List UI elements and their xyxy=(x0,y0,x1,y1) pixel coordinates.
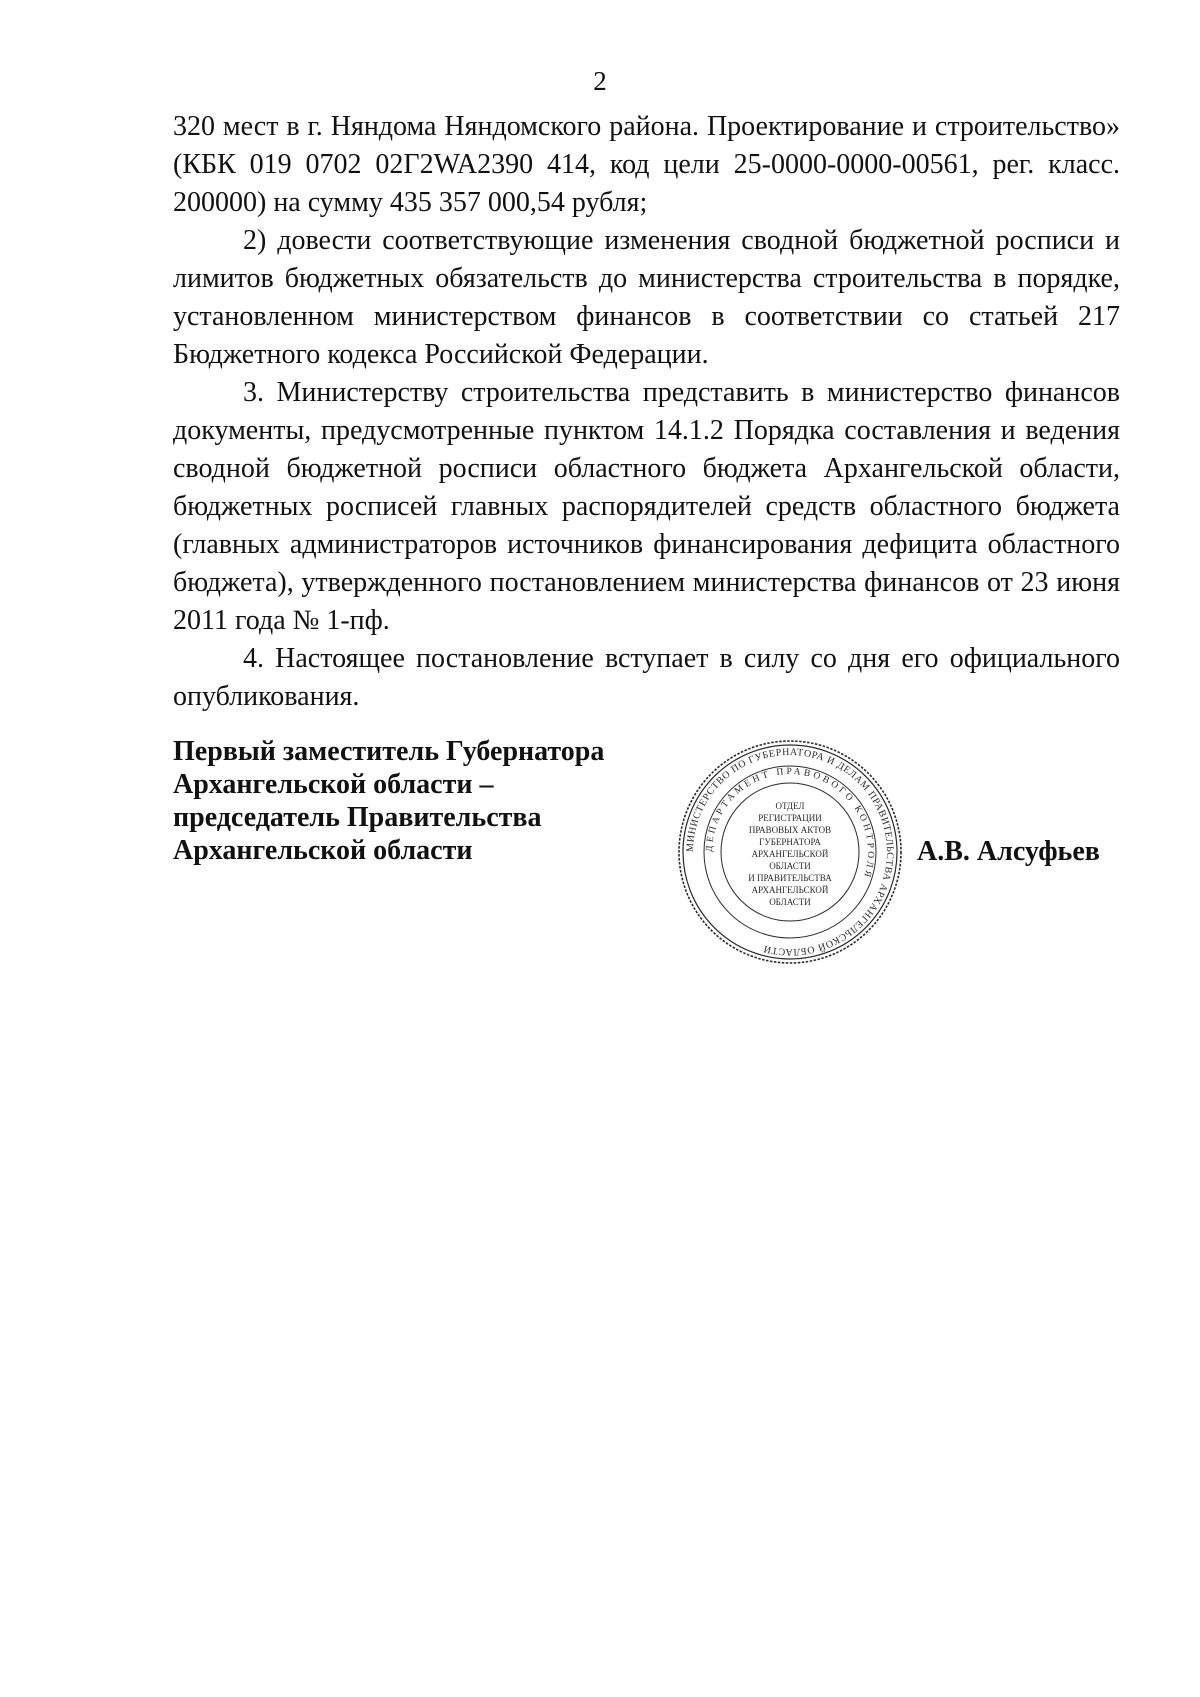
signatory-position-line: Архангельской области – xyxy=(173,769,494,800)
signatory-position-line: Архангельской области xyxy=(173,835,473,866)
paragraph-item-3: 3. Министерству строительства представить в министерство финансов документы, предусмотренные пунктом 14.1.2 Порядка составления и ведения сводной бюджетной росписи областного бюджета Архангельской области, бюджетных росписей главных распорядителей средств областного бюджета (главных администраторов источников финансирования дефицита областного бюджета), утвержденного постановлением министерства финансов от 23 июня 2011 года № 1-пф. xyxy=(173,377,1120,636)
stamp-center-line: ОБЛАСТИ xyxy=(769,897,811,907)
stamp-center-line: ОБЛАСТИ xyxy=(769,861,811,871)
paragraph-item-2: 2) довести соответствующие изменения сводной бюджетной росписи и лимитов бюджетных обязательств до министерства строительства в порядке, установленном министерством финансов в соответствии со статьей 217 Бюджетного кодекса Российской Федерации. xyxy=(173,225,1120,370)
stamp-center-line: РЕГИСТРАЦИИ xyxy=(758,813,822,823)
stamp-center-line: И ПРАВИТЕЛЬСТВА xyxy=(748,873,832,883)
official-stamp xyxy=(675,737,905,967)
stamp-outer-text: МИНИСТЕРСТВО ПО ГУБЕРНАТОРА И ДЕЛАМ ПРАВИТЕЛЬСТВА АРХАНГЕЛЬСКОЙ ОБЛАСТИ xyxy=(684,746,896,958)
stamp-center-line: АРХАНГЕЛЬСКОЙ xyxy=(751,849,829,859)
stamp-center-line: АРХАНГЕЛЬСКОЙ xyxy=(751,885,829,895)
signatory-position xyxy=(173,735,653,867)
document-body xyxy=(173,108,1120,716)
stamp-center-line: ГУБЕРНАТОРА xyxy=(759,837,821,847)
signatory-name: А.В. Алсуфьев xyxy=(917,836,1100,867)
signatory-position-line: Первый заместитель Губернатора xyxy=(173,736,605,767)
stamp-inner-text: ДЕПАРТАМЕНТ ПРАВОВОГО КОНТРОЛЯ xyxy=(704,766,876,881)
page-number: 2 xyxy=(593,66,607,96)
stamp-center-line: ОТДЕЛ xyxy=(775,801,805,811)
paragraph-item-4: 4. Настоящее постановление вступает в силу со дня его официального опубликования. xyxy=(173,643,1120,712)
signatory-position-line: председатель Правительства xyxy=(173,802,542,833)
stamp-center-line: ПРАВОВЫХ АКТОВ xyxy=(748,825,832,835)
paragraph-continuation: 320 мест в г. Няндома Няндомского района. Проектирование и строительство» (КБК 019 0702 02Г2WA2390 414, код цели 25-0000-0000-00561, рег. класс. 200000) на сумму 435 357 000,54 рубля; xyxy=(173,111,1120,218)
